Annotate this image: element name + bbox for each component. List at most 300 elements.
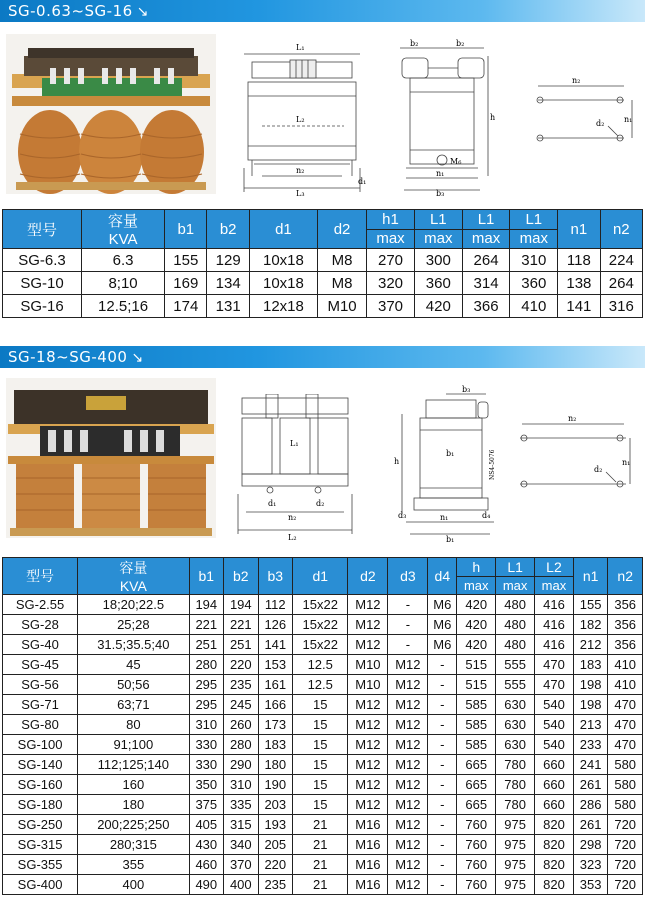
table-cell: 356 xyxy=(608,595,643,615)
table-cell: 480 xyxy=(496,635,535,655)
table-cell: 975 xyxy=(496,855,535,875)
table-cell: 221 xyxy=(224,615,259,635)
table-cell: 330 xyxy=(189,755,224,775)
table-cell: 780 xyxy=(496,775,535,795)
table-cell: 515 xyxy=(457,675,496,695)
table-cell: M12 xyxy=(348,635,388,655)
table-cell: 193 xyxy=(258,815,293,835)
table-cell: 356 xyxy=(608,635,643,655)
table-cell: 580 xyxy=(608,775,643,795)
spec-table-1 xyxy=(2,209,643,318)
table-row xyxy=(3,615,643,635)
table-cell: 251 xyxy=(224,635,259,655)
table-cell: 15 xyxy=(293,715,348,735)
table-cell: 173 xyxy=(258,715,293,735)
table-cell: 194 xyxy=(224,595,259,615)
front-view-drawing-1 xyxy=(234,36,374,196)
table-cell: 630 xyxy=(496,735,535,755)
th-L2: L2 xyxy=(535,558,574,577)
drawing2-L1-label: L₁ xyxy=(290,439,299,448)
table-cell: 10x18 xyxy=(249,272,317,295)
table-cell: 470 xyxy=(535,675,574,695)
table-cell: 198 xyxy=(573,675,608,695)
drawing2-d2b-label: d₂ xyxy=(594,465,603,474)
table-cell: 174 xyxy=(165,295,207,318)
table-cell: 169 xyxy=(165,272,207,295)
table-cell: 323 xyxy=(573,855,608,875)
table-row xyxy=(3,655,643,675)
arrow-icon: ↘ xyxy=(136,4,149,20)
table-cell: 470 xyxy=(608,735,643,755)
table-cell: 780 xyxy=(496,795,535,815)
spec-table-2 xyxy=(2,557,643,895)
table-cell: 160 xyxy=(78,775,189,795)
table-row xyxy=(3,835,643,855)
table-cell: - xyxy=(428,695,457,715)
table-cell: 353 xyxy=(573,875,608,895)
table-cell: 200;225;250 xyxy=(78,815,189,835)
table-cell: 10x18 xyxy=(249,249,317,272)
table-cell: 720 xyxy=(608,815,643,835)
table-cell: 50;56 xyxy=(78,675,189,695)
table-cell: 820 xyxy=(535,875,574,895)
table-cell: 975 xyxy=(496,835,535,855)
table-row xyxy=(3,735,643,755)
table-cell: - xyxy=(428,755,457,775)
table-cell: 760 xyxy=(457,875,496,895)
table-cell: 6.3 xyxy=(82,249,165,272)
table-cell: 420 xyxy=(457,615,496,635)
table-cell: - xyxy=(428,855,457,875)
th-b3: b3 xyxy=(258,558,293,595)
table-cell: M12 xyxy=(388,875,428,895)
th-capacity: 容量 KVA xyxy=(78,558,189,595)
table-cell: 295 xyxy=(189,695,224,715)
table-cell: 420 xyxy=(457,595,496,615)
table-cell: 264 xyxy=(600,272,642,295)
table-cell: 260 xyxy=(224,715,259,735)
table-cell: 131 xyxy=(207,295,249,318)
drawing2-d2-label: d₂ xyxy=(316,499,325,508)
table-cell: 213 xyxy=(573,715,608,735)
th-n2: n2 xyxy=(608,558,643,595)
table-cell: M6 xyxy=(428,595,457,615)
th-L2-max: max xyxy=(535,576,574,595)
table-cell: SG-40 xyxy=(3,635,78,655)
table-cell: 15 xyxy=(293,735,348,755)
th-d1: d1 xyxy=(249,210,317,249)
table-cell: 350 xyxy=(189,775,224,795)
table-cell: 400 xyxy=(224,875,259,895)
table-cell: 251 xyxy=(189,635,224,655)
th-d2: d2 xyxy=(318,210,367,249)
table-cell: 630 xyxy=(496,715,535,735)
table-cell: 330 xyxy=(189,735,224,755)
table-cell: M12 xyxy=(348,735,388,755)
th-h-max: max xyxy=(457,576,496,595)
table-cell: 12x18 xyxy=(249,295,317,318)
table-cell: 212 xyxy=(573,635,608,655)
table-cell: 665 xyxy=(457,755,496,775)
th-capacity: 容量 KVA xyxy=(82,210,165,249)
drawing1-b2b-label: b₂ xyxy=(456,39,465,48)
table-cell: 63;71 xyxy=(78,695,189,715)
table-cell: M12 xyxy=(348,755,388,775)
table-cell: 540 xyxy=(535,735,574,755)
table-cell: 320 xyxy=(367,272,415,295)
table-cell: M10 xyxy=(348,655,388,675)
table-cell: 310 xyxy=(189,715,224,735)
table-cell: - xyxy=(428,715,457,735)
table-cell: SG-6.3 xyxy=(3,249,82,272)
table-cell: SG-2.55 xyxy=(3,595,78,615)
table-cell: M12 xyxy=(348,715,388,735)
table-cell: 540 xyxy=(535,715,574,735)
side-view-drawing-1 xyxy=(392,36,502,196)
th-d3: d3 xyxy=(388,558,428,595)
table-cell: M12 xyxy=(388,835,428,855)
table-cell: 290 xyxy=(224,755,259,775)
table-cell: 182 xyxy=(573,615,608,635)
table-cell: 515 xyxy=(457,655,496,675)
th-model: 型号 xyxy=(3,210,82,249)
table-cell: 203 xyxy=(258,795,293,815)
table-cell: 665 xyxy=(457,795,496,815)
table-cell: M6 xyxy=(428,615,457,635)
table-cell: 264 xyxy=(462,249,510,272)
table-row xyxy=(3,795,643,815)
section2-title: SG-18~SG-400 xyxy=(8,348,128,366)
table-cell: M12 xyxy=(348,595,388,615)
table-cell: 555 xyxy=(496,675,535,695)
table-cell: 355 xyxy=(78,855,189,875)
table-cell: 280 xyxy=(224,735,259,755)
table-cell: SG-140 xyxy=(3,755,78,775)
table-cell: SG-250 xyxy=(3,815,78,835)
table-cell: 166 xyxy=(258,695,293,715)
table-cell: 126 xyxy=(258,615,293,635)
table-row xyxy=(3,755,643,775)
table-cell: 221 xyxy=(189,615,224,635)
table-cell: M16 xyxy=(348,875,388,895)
drawing1-n1b-label: n₁ xyxy=(624,115,633,124)
drawing2-n1-label: n₁ xyxy=(440,513,449,522)
table-cell: 15x22 xyxy=(293,615,348,635)
th-model: 型号 xyxy=(3,558,78,595)
drawing1-h-label: h xyxy=(490,113,496,122)
table-cell: 190 xyxy=(258,775,293,795)
table-cell: 21 xyxy=(293,855,348,875)
table-cell: 18;20;22.5 xyxy=(78,595,189,615)
table-cell: 194 xyxy=(189,595,224,615)
drawing1-b2a-label: b₂ xyxy=(410,39,419,48)
th-b2: b2 xyxy=(207,210,249,249)
table-cell: 820 xyxy=(535,835,574,855)
table-row xyxy=(3,595,643,615)
table-cell: M6 xyxy=(428,635,457,655)
th-n1: n1 xyxy=(558,210,600,249)
table-cell: - xyxy=(388,615,428,635)
table-row xyxy=(3,295,643,318)
th-n2: n2 xyxy=(600,210,642,249)
table-cell: 180 xyxy=(78,795,189,815)
drawing2-b3-label: b₃ xyxy=(462,385,471,394)
table-cell: 760 xyxy=(457,835,496,855)
table-cell: SG-315 xyxy=(3,835,78,855)
table-cell: 21 xyxy=(293,835,348,855)
th-h1-max: max xyxy=(367,229,415,249)
table-cell: 295 xyxy=(189,675,224,695)
table-cell: M12 xyxy=(388,655,428,675)
table-cell: 15 xyxy=(293,795,348,815)
table-cell: M16 xyxy=(348,835,388,855)
table-cell: 585 xyxy=(457,735,496,755)
section2-banner xyxy=(0,346,645,368)
th-d1: d1 xyxy=(293,558,348,595)
table-cell: 15 xyxy=(293,775,348,795)
th-L1c: L1 xyxy=(510,210,558,230)
table-cell: 470 xyxy=(535,655,574,675)
drawing1-n2-label: n₂ xyxy=(296,166,305,175)
table-row xyxy=(3,675,643,695)
table-cell: 410 xyxy=(608,675,643,695)
th-h1: h1 xyxy=(367,210,415,230)
front-view-drawing-2 xyxy=(232,394,358,544)
table-cell: SG-45 xyxy=(3,655,78,675)
table-cell: SG-28 xyxy=(3,615,78,635)
table-cell: 375 xyxy=(189,795,224,815)
table-cell: 356 xyxy=(608,615,643,635)
table-cell: 155 xyxy=(165,249,207,272)
drawing2-h-label: h xyxy=(394,457,400,466)
table-cell: SG-100 xyxy=(3,735,78,755)
table-cell: 180 xyxy=(258,755,293,775)
table-cell: SG-180 xyxy=(3,795,78,815)
table-cell: M12 xyxy=(388,775,428,795)
table-cell: 366 xyxy=(462,295,510,318)
table-cell: 314 xyxy=(462,272,510,295)
table-cell: M12 xyxy=(388,795,428,815)
table-cell: 300 xyxy=(414,249,462,272)
table-cell: - xyxy=(428,835,457,855)
table-cell: 161 xyxy=(258,675,293,695)
table-cell: 153 xyxy=(258,655,293,675)
table-cell: M10 xyxy=(348,675,388,695)
table-cell: 720 xyxy=(608,855,643,875)
table-cell: 280;315 xyxy=(78,835,189,855)
drawing2-d3-label: d₃ xyxy=(398,511,407,520)
table-cell: 420 xyxy=(457,635,496,655)
table-cell: - xyxy=(428,735,457,755)
table-cell: 470 xyxy=(608,715,643,735)
table-row xyxy=(3,775,643,795)
table-cell: 112 xyxy=(258,595,293,615)
table-cell: M16 xyxy=(348,855,388,875)
table-cell: 360 xyxy=(414,272,462,295)
table-cell: - xyxy=(428,675,457,695)
transformer-photo-large xyxy=(6,378,216,538)
table-cell: SG-10 xyxy=(3,272,82,295)
table-cell: 91;100 xyxy=(78,735,189,755)
drawing2-n1b-label: n₁ xyxy=(622,458,631,467)
drawing1-n1-label: n₁ xyxy=(436,169,445,178)
table-cell: 555 xyxy=(496,655,535,675)
table-cell: 31.5;35.5;40 xyxy=(78,635,189,655)
table-cell: 580 xyxy=(608,795,643,815)
table-cell: 720 xyxy=(608,835,643,855)
table-row xyxy=(3,875,643,895)
table-cell: 760 xyxy=(457,855,496,875)
table-cell: 310 xyxy=(510,249,558,272)
table-cell: 975 xyxy=(496,875,535,895)
table-cell: 21 xyxy=(293,875,348,895)
table-cell: 665 xyxy=(457,775,496,795)
table-cell: 720 xyxy=(608,875,643,895)
table-cell: 198 xyxy=(573,695,608,715)
hole-pattern-drawing-2 xyxy=(512,410,637,496)
table-cell: 224 xyxy=(600,249,642,272)
drawing2-stamp: NS4-5076 xyxy=(489,449,496,480)
table-cell: 298 xyxy=(573,835,608,855)
table-cell: - xyxy=(428,875,457,895)
th-d4: d4 xyxy=(428,558,457,595)
drawing1-L1-label: L₁ xyxy=(296,43,305,52)
drawing1-d1-label: d₁ xyxy=(358,177,367,186)
drawing1-M6-label: M₆ xyxy=(450,157,462,166)
table-cell: 241 xyxy=(573,755,608,775)
table-cell: 118 xyxy=(558,249,600,272)
th-n1: n1 xyxy=(573,558,608,595)
drawing2-d1-label: d₁ xyxy=(268,499,277,508)
table-cell: 15 xyxy=(293,695,348,715)
table-cell: 155 xyxy=(573,595,608,615)
drawing1-d2-label: d₂ xyxy=(596,119,605,128)
drawing2-b1-label: b₁ xyxy=(446,449,455,458)
table-cell: 261 xyxy=(573,815,608,835)
table-cell: 8;10 xyxy=(82,272,165,295)
table-cell: SG-71 xyxy=(3,695,78,715)
transformer-photo-small xyxy=(6,34,216,194)
table-cell: 112;125;140 xyxy=(78,755,189,775)
table-cell: 15 xyxy=(293,755,348,775)
drawing2-L2-label: L₂ xyxy=(288,533,297,542)
table-cell: 760 xyxy=(457,815,496,835)
table-cell: 15x22 xyxy=(293,635,348,655)
table-cell: 780 xyxy=(496,755,535,775)
table-cell: 585 xyxy=(457,715,496,735)
table-cell: M12 xyxy=(348,695,388,715)
table-cell: 360 xyxy=(510,272,558,295)
table-cell: 430 xyxy=(189,835,224,855)
th-L1: L1 xyxy=(496,558,535,577)
table-cell: 235 xyxy=(258,875,293,895)
table-cell: 370 xyxy=(224,855,259,875)
table-cell: 15x22 xyxy=(293,595,348,615)
table-cell: 12.5 xyxy=(293,675,348,695)
table-cell: 820 xyxy=(535,855,574,875)
table-cell: 975 xyxy=(496,815,535,835)
arrow-icon: ↘ xyxy=(131,350,144,366)
th-b1: b1 xyxy=(165,210,207,249)
table-cell: - xyxy=(428,795,457,815)
th-L1c-max: max xyxy=(510,229,558,249)
th-d2: d2 xyxy=(348,558,388,595)
table-cell: 286 xyxy=(573,795,608,815)
table-cell: M12 xyxy=(348,615,388,635)
table-cell: 21 xyxy=(293,815,348,835)
table-cell: - xyxy=(428,775,457,795)
table-cell: 416 xyxy=(535,595,574,615)
table-cell: M12 xyxy=(388,715,428,735)
table-cell: - xyxy=(388,635,428,655)
th-b2: b2 xyxy=(224,558,259,595)
table-cell: M12 xyxy=(388,675,428,695)
table-cell: M8 xyxy=(318,249,367,272)
table-cell: 316 xyxy=(600,295,642,318)
table-cell: 630 xyxy=(496,695,535,715)
table-cell: 580 xyxy=(608,755,643,775)
drawing2-n2b-label: n₂ xyxy=(568,414,577,423)
table-cell: SG-160 xyxy=(3,775,78,795)
table-cell: 138 xyxy=(558,272,600,295)
table-cell: SG-355 xyxy=(3,855,78,875)
th-L1a: L1 xyxy=(414,210,462,230)
th-L1b-max: max xyxy=(462,229,510,249)
th-h: h xyxy=(457,558,496,577)
table-cell: SG-80 xyxy=(3,715,78,735)
th-L1b: L1 xyxy=(462,210,510,230)
table-cell: 183 xyxy=(258,735,293,755)
table-cell: 310 xyxy=(224,775,259,795)
table-cell: 315 xyxy=(224,815,259,835)
drawing1-L3-label: L₃ xyxy=(296,189,305,196)
table-cell: - xyxy=(428,655,457,675)
table-cell: 410 xyxy=(608,655,643,675)
table-cell: SG-16 xyxy=(3,295,82,318)
table-cell: 405 xyxy=(189,815,224,835)
table-row xyxy=(3,815,643,835)
table-row xyxy=(3,249,643,272)
table-cell: 340 xyxy=(224,835,259,855)
table-cell: 12.5;16 xyxy=(82,295,165,318)
table-row xyxy=(3,715,643,735)
table-cell: 280 xyxy=(189,655,224,675)
table-cell: 134 xyxy=(207,272,249,295)
table-cell: 233 xyxy=(573,735,608,755)
table-cell: 470 xyxy=(608,695,643,715)
table-cell: 261 xyxy=(573,775,608,795)
th-L1a-max: max xyxy=(414,229,462,249)
table-cell: - xyxy=(428,815,457,835)
table-cell: 80 xyxy=(78,715,189,735)
th-L1-max: max xyxy=(496,576,535,595)
table-cell: 585 xyxy=(457,695,496,715)
table-cell: 245 xyxy=(224,695,259,715)
table-cell: M12 xyxy=(388,855,428,875)
table-cell: 235 xyxy=(224,675,259,695)
table-cell: M12 xyxy=(348,795,388,815)
table-cell: 205 xyxy=(258,835,293,855)
table-cell: 335 xyxy=(224,795,259,815)
table-cell: M12 xyxy=(348,775,388,795)
th-b1: b1 xyxy=(189,558,224,595)
table-cell: 480 xyxy=(496,595,535,615)
table-cell: 141 xyxy=(258,635,293,655)
section1-banner xyxy=(0,0,645,22)
table-cell: 460 xyxy=(189,855,224,875)
drawing2-b1b-label: b₁ xyxy=(446,535,455,544)
hole-pattern-drawing-1 xyxy=(524,72,639,152)
